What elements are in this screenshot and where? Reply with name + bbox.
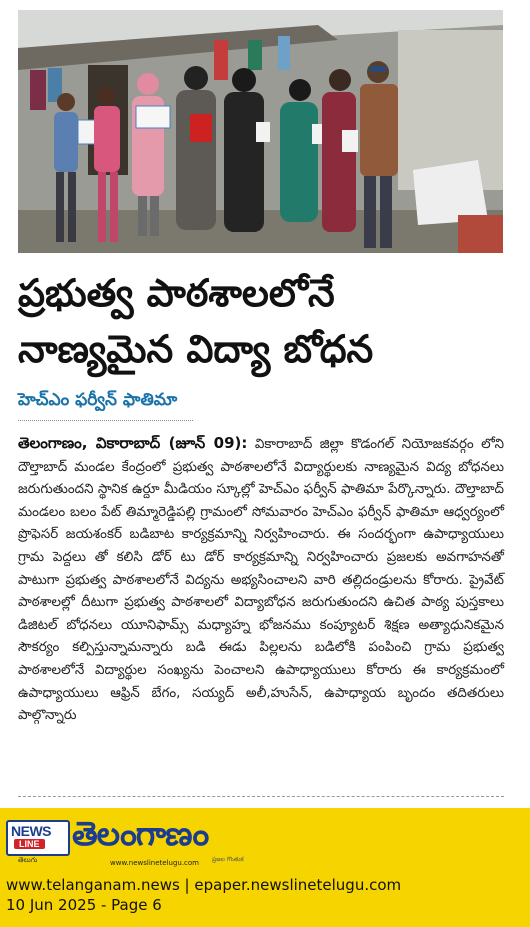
brand-tagline: ప్రజల గొంతుక [212,856,244,863]
dateline: తెలంగాణం, వికారాబాద్ (జూన్ 09): [18,434,248,452]
headline-line-1: ప్రభుత్వ పాఠశాలలోనే [18,271,335,315]
newsline-logo [6,820,70,856]
byline: హెచ్ఎం ఫర్వీన్ ఫాతిమా [18,390,178,410]
brand-url: www.newslinetelugu.com [110,859,199,867]
logo-subtitle: తెలుగు [18,856,38,864]
group-photo-illustration [18,10,503,253]
byline-divider [18,420,193,421]
news-photo [18,10,503,253]
footer-banner [0,808,530,927]
logo-news-text: NEWS [11,823,51,839]
date-page: 10 Jun 2025 - Page 6 [6,896,162,914]
article-body [18,432,504,728]
headline-line-2: నాణ్యమైన విద్యా బోధన [18,327,374,371]
brand-name: తెలంగాణం [72,814,209,853]
article-end-divider [18,796,504,797]
logo-line-text: LINE [14,839,45,849]
site-links: www.telanganam.news | epaper.newslinetelugu.com [6,876,402,894]
article-text: వికారాబాద్ జిల్లా కొడంగల్ నియోజకవర్గం లోని దౌల్తాబాద్ మండల కేంద్రంలో ప్రభుత్వ పాఠశాలలోనే విద్యార్థులకు నాణ్యమైన విద్య బోధనలు జరుగుతుందని స్థానిక ఉర్దూ మీడియం స్కూల్లో హెచ్ఎం ఫర్వీన్ ఫాతిమా పేర్కొన్నారు. దౌల్తాబాద్ మండలం బలం పేట్ తిమ్మారెడ్డిపల్లి గ్రామంలో సోమవారం హెచ్ఎం ఫర్వీన్ ఫాతిమా ఆధ్వర్యంలో ప్రొఫెసర్ జయశంకర్ బడిబాట కార్యక్రమాన్ని నిర్వహించారు. ఈ సందర్భంగా ఉపాధ్యాయులు గ్రామ పెద్దలు తో కలిసి డోర్ టు డోర్ కార్యక్రమాన్ని నిర్వహించారు ప్రజలకు అవగాహనతో పాటుగా ప్రభుత్వ పాఠశాలలోనే విద్యను అభ్యసించాలని వారి తల్లిదండ్రులను కోరారు. ప్రైవేట్ పాఠశాలల్లో దీటుగా ప్రభుత్వ పాఠశాలలో విద్యాబోధన జరుగుతుందని ఉచిత పాఠ్య పుస్తకాలు డిజిటల్ బోధనలు యూనిఫామ్స్ మధ్యాహ్న భోజనము కంప్యూటర్ శిక్షణ అత్యాధునికమైన సౌకర్యం కల్పిస్తున్నామన్నారు బడి ఈడు పిల్లలను బడిలోకి పంపించి గ్రామ ప్రభుత్వ పాఠశాలలోనే విద్యార్థుల సంఖ్యను పెంచాలని ఉపాధ్యాయులు కోరారు ఈ కార్యక్రమంలో ఉపాధ్యాయులు ఆఫ్రిన్ బేగం, సయ్యద్ అలీ,హుసేన్, ఉపాధ్యాయ బృందం తదితరులు పాల్గొన్నారు [18,437,504,724]
